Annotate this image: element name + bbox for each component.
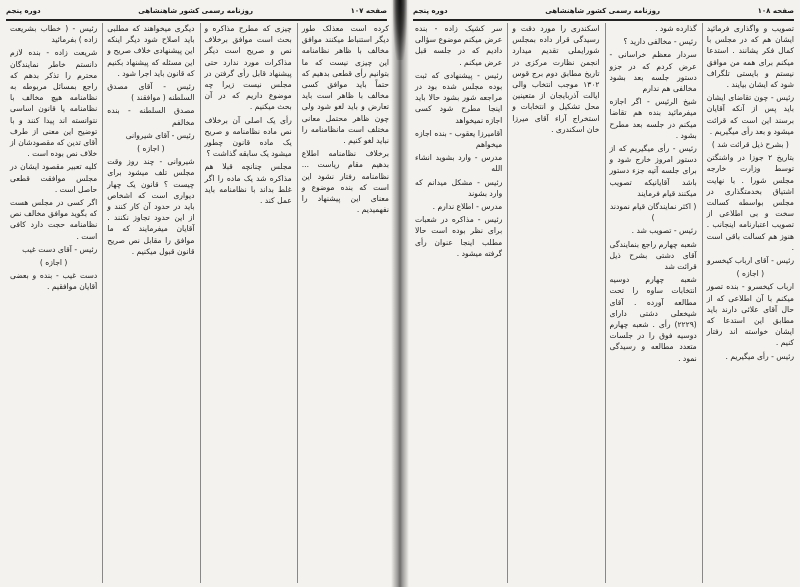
- newspaper-title: روزنامه رسمی کشور شاهنشاهی: [138, 7, 253, 15]
- paragraph: رئیس - رأی میگیریم .: [725, 351, 794, 361]
- left-page: [0, 0, 397, 587]
- paragraph: دیگری میخواهند که مطلبی باید اصلاح شود دیگر اینکه این پیشنهادی خلاف صریح و این مسئله که پیشنهاد بکنیم که قانون باید اجرا شود .: [107, 24, 195, 78]
- paragraph: شیخ الرئیس - اگر اجازه میفرمائید بنده هم تقاضا میکنم در جلسه بعد مطرح بشود .: [609, 97, 697, 140]
- text-column: [507, 23, 599, 583]
- paragraph: رئیس - رأی میگیریم که از دستور امروز خارج شود و برای جلسه آتیه جزء دستور باشد آقایانیکه تصویب میکنند قیام فرمایند: [609, 144, 697, 198]
- paragraph: ( اجازه ): [736, 269, 765, 279]
- book-binding-shadow-top: [393, 0, 407, 60]
- paragraph: رئیس - ( خطاب بشریعت زاده ) بفرمائید: [10, 24, 98, 45]
- text-column: [102, 23, 194, 583]
- paragraph: ( اجازه ): [39, 258, 68, 268]
- paragraph: کرده است معذلک طور دیگر استنباط میکنند موافق مخالف با ظاهر نظامنامه این چیزی نیست که ما بتوانیم رأی قطعی بدهیم که حتماً باید موافق کسی مخالف با ظاهر است باید تعارض و باید لغو شود ولی چون ظاهر محتمل معانی مختلف است مانظامنامه را نباید لغو کنیم .: [301, 24, 389, 146]
- paragraph: شریعت زاده - بنده لازم دانستم خاطر نمایندگان محترم را تذکر بدهم که راجع بمسائل مربوطه به نظامنامه هیچ مخالف با نظامنامه یا قانون اساسی نتوانسته اند پیدا کنند و با توضیح این معنی از طرف آقای تدین که مقصودشان از خلاف نص بوده است .: [10, 48, 98, 159]
- paragraph: تصویب و واگذاری فرمائید ایشان هم که در مجلس با کمال فکر یشانند . استدعا میکنم برای همه من موافق نیستم و بایستی تلگراف شود که ایشان بیایند .: [706, 24, 794, 90]
- paragraph: شیروانی - چند روز وقت مجلس تلف میشود برای چیست ؟ قانون یک چهار دیواری است که اشخاص باید در حدود آن کار کنند و از این حدود تجاوز نکنند . آقایان میفرمایند که ما موافق را مقابل نص صریح قانون قبول میکنیم .: [107, 157, 195, 256]
- paragraph: اگر کسی در مجلس هست که بگوید موافق مخالف نص نظامنامه حجت دارد کافی است .: [10, 198, 98, 241]
- paragraph: رأی یک اصلی آن برخلاف نص ماده نظامنامه و صریح یک ماده قانون چطور میشود یک سابقه گذاشت ؟: [204, 115, 292, 159]
- text-columns: [411, 23, 794, 583]
- paragraph: مجلس چنانچه قبلا هم مذاکره شد یک ماده را اگر غلط بداند با نظامنامه باید عمل کند .: [204, 162, 292, 206]
- paragraph: رئیس - آقای دست غیب: [22, 244, 98, 254]
- text-column: [6, 23, 97, 583]
- paragraph: سردار معظم خراسانی - عرض کردم که در جزو دستور جلسه بعد بشود مخالفی هم ندارم: [609, 50, 697, 94]
- paragraph: آقامیرزا یعقوب - بنده اجازه میخواهم: [415, 128, 503, 150]
- paragraph: رئیس - آقای ارباب کیخسرو: [707, 256, 794, 266]
- page-header: [6, 4, 387, 18]
- paragraph: ( اکثر نمایندگان قیام نمودند ): [609, 202, 697, 223]
- paragraph: رئیس - آقای مصدق السلطنه ( موافقند ): [107, 82, 195, 103]
- paragraph: رئیس - مذاکره در شعبات برای نظر بوده است حالا مطلب اینجا عنوان رأی گرفته میشود .: [415, 215, 503, 258]
- text-column: [702, 23, 794, 583]
- paragraph: کلیه تعبیر مقصود ایشان در مجلس موافقت قطعی حاصل است .: [10, 162, 98, 194]
- text-columns: [6, 23, 389, 583]
- page-header: [413, 4, 794, 18]
- page-number: صفحه ۱۰۸: [757, 7, 794, 15]
- paragraph: رئیس - مخالفی دارید ؟: [623, 37, 697, 47]
- newspaper-title: روزنامه رسمی کشور شاهنشاهی: [545, 7, 660, 15]
- paragraph: رئیس - پیشنهادی که ثبت بوده مجلس شده بود در مراجعه شور بشود حالا باید اینجا مطرح شود کسی اجازه نمیخواهد: [415, 70, 503, 125]
- paragraph: شعبه چهارم راجع بنمایندگی آقای دشتی بشرح ذیل قرائت شد: [609, 239, 697, 272]
- paragraph: رئیس - تصویب شد .: [631, 226, 697, 236]
- paragraph: شعبه چهارم دوسیه انتخابات ساوه را تحت مطالعه آورده . آقای شیخعلی دشتی دارای (۲۲۲۹) رأی . شعبه چهارم دوسیه فوق را در جلسات متعدد مطالعه و رسیدگی نمود .: [609, 275, 697, 363]
- page-number: صفحه ۱۰۷: [350, 7, 387, 15]
- text-column: [200, 23, 292, 583]
- paragraph: ارباب کیخسرو - بنده تصور میکنم با آن اطلاعی که از حال آقای علائی دارند باید مطابق این استدعا که ایشان خواسته اند رفتار کنیم .: [706, 282, 794, 348]
- header-rule: [6, 19, 387, 21]
- session-label: دوره پنجم: [6, 7, 41, 15]
- session-label: دوره پنجم: [413, 7, 448, 15]
- paragraph: رئیس - مشکل میدانم که وارد بشوند: [415, 177, 503, 198]
- text-column: [411, 23, 502, 583]
- paragraph: مصدق السلطنه - بنده مخالفم: [107, 106, 195, 127]
- paragraph: اسکندری را مورد دقت و رسیدگی قرار داده بمجلس شورایملی تقدیم میدارد انجمن نظارت مرکزی در تاریخ مطابق دوم برج قوس ۱۳۰۲ موجب انتخاب والی ایالت آذربایجان از متعینین محل تشکیل و انتخابات و استخراج آراء آقای میرزا خان اسکندری .: [512, 24, 600, 134]
- paragraph: سر کشیک زاده - بنده عرض میکنم موضوع سؤالی دادیم که در جلسه قبل عرض میکنم .: [415, 24, 503, 67]
- right-page: [403, 0, 800, 587]
- paragraph: گذارده شود .: [655, 24, 697, 33]
- text-column: [605, 23, 697, 583]
- paragraph: چیزی که مطرح مذاکره و بحث است موافق برخلاف نص و صریح است دیگر مذاکرات مورد ندارد حتی پیشنهاد قابل رأی گرفتن در مجلس نیست زیرا چه موضوع داریم که در آن بحث میکنیم .: [204, 24, 292, 112]
- paragraph: مدرس - اطلاع ندارم .: [432, 202, 503, 212]
- paragraph: دست غیب - بنده و بعضی آقایان موافقیم .: [10, 271, 98, 292]
- paragraph: برخلاف نظامنامه اطلاع بدهیم مقام ریاست ... نظامنامه رفتار نشود این است که بنده موضوع و معنای این پیشنهاد را نفهمیدیم .: [301, 149, 389, 215]
- text-column: [297, 23, 389, 583]
- paragraph: ( بشرح ذیل قرائت شد ): [711, 140, 789, 150]
- header-rule: [413, 19, 794, 21]
- paragraph: ( اجازه ): [137, 144, 165, 154]
- book-binding-shadow: [391, 0, 409, 587]
- paragraph: بتاریخ ۲ جوزا در واشنگتن توسط وزارت خارجه مجلس شورا . با نهایت اشتیاق بخدمتگذاری در مجلس بواسطه کسالت سخت و بی اطلاعی از تصویب اعتبارنامه اینجانب . هنوز هم کسالت باقی است .: [706, 153, 794, 252]
- paragraph: رئیس - چون تقاضای ایشان باید پس از آنکه آقایان برسند این است که قرائت میشود و بعد رأی میگیریم .: [706, 93, 794, 136]
- paragraph: مدرس - وارد بشوید انشاء الله: [415, 153, 503, 174]
- paragraph: رئیس - آقای شیروانی: [125, 130, 195, 140]
